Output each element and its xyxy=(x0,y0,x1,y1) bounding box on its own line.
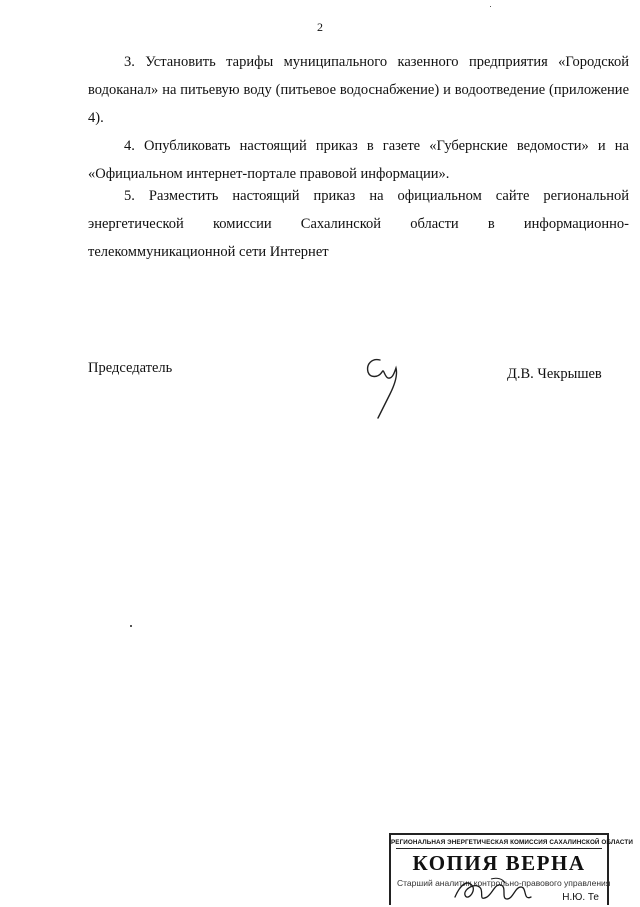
handwritten-signature xyxy=(354,352,414,422)
signatory-title: Председатель xyxy=(88,360,173,376)
scan-speck xyxy=(490,6,491,7)
scan-speck xyxy=(130,625,132,627)
certification-stamp xyxy=(389,833,633,905)
page-number: 2 xyxy=(317,20,323,34)
signatory-name: Д.В. Чекрышев xyxy=(507,366,602,382)
stamp-name: Н.Ю. Те xyxy=(562,892,599,903)
stamp-divider xyxy=(396,848,602,849)
paragraph-item-4: 4. Опубликовать настоящий приказ в газете «Губернские ведомости» и на «Официальном интернет-портале правовой информации». xyxy=(88,138,629,182)
paragraph-item-5: 5. Разместить настоящий приказ на официальном сайте региональной энергетической комиссии Сахалинской области в информационно-телекоммуникационной сети Интернет xyxy=(88,188,629,260)
paragraph-item-3: 3. Установить тарифы муниципального казенного предприятия «Городской водоканал» на питьевую воду (питьевое водоснабжение) и водоотведение (приложение 4). xyxy=(88,54,629,126)
stamp-position: Старший аналитик контрольно-правового управления xyxy=(397,878,611,888)
stamp-title: КОПИЯ ВЕРНА xyxy=(412,851,586,875)
stamp-signature xyxy=(451,873,541,907)
stamp-organization: РЕГИОНАЛЬНАЯ ЭНЕРГЕТИЧЕСКАЯ КОМИССИЯ САХАЛИНСКОЙ ОБЛАСТИ xyxy=(391,839,633,846)
